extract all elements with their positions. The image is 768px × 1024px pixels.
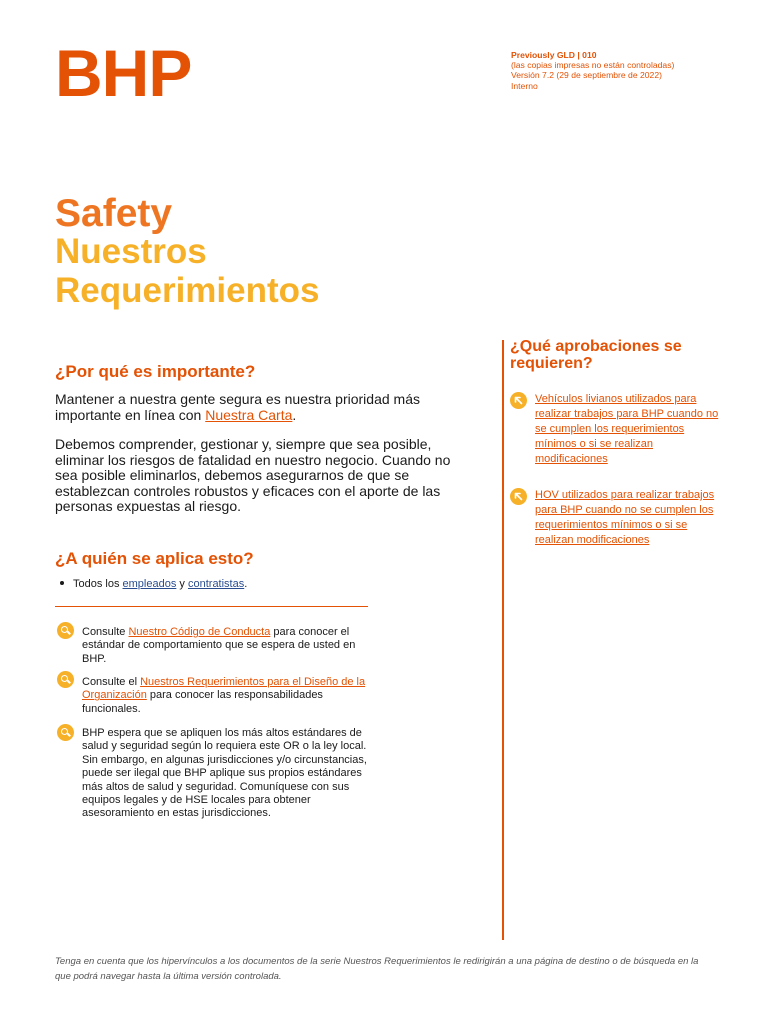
why-paragraph-1 [55, 392, 455, 423]
who-bullet-end: . [244, 578, 248, 590]
codigo-conducta-link[interactable]: Nuestro Código de Conducta [128, 626, 271, 638]
who-bullet-text: Todos los [73, 578, 123, 590]
approval-hov-link[interactable]: HOV utilizados para realizar trabajos para BHP cuando no se cumplen los requerimientos mínimos o si se realizan modificaciones [535, 489, 715, 546]
note-diseno-organizacion [82, 676, 372, 716]
nuestra-carta-link[interactable]: Nuestra Carta [205, 406, 293, 423]
note-2-text: Consulte el [82, 676, 141, 688]
note-codigo-conducta [82, 626, 372, 666]
note-2-rest: para conocer las responsabilidades funcionales. [82, 689, 323, 715]
empleados-link[interactable]: empleados [122, 578, 177, 590]
meta-reference: Previously GLD | 010 [511, 50, 597, 60]
why-p1-end: . [292, 406, 297, 423]
search-icon [57, 622, 74, 639]
arrow-icon [510, 392, 527, 409]
approvals-heading: ¿Qué aprobaciones se requieren? [510, 338, 682, 372]
approval-light-vehicles-link[interactable]: Vehículos livianos utilizados para realizar trabajos para BHP cuando no se cumplen los requerimientos mínimos o si se realizan modificaciones [535, 393, 719, 465]
bhp-logo: BHP [55, 36, 192, 110]
arrow-icon [510, 488, 527, 505]
contratistas-link[interactable]: contratistas [187, 578, 245, 590]
column-divider [502, 340, 504, 940]
search-icon [57, 671, 74, 688]
who-bullet-mid: y [176, 578, 188, 590]
note-1-rest: para conocer el estándar de comportamiento que se espera de usted en BHP. [82, 626, 356, 665]
meta-classification: Interno [511, 80, 538, 91]
title-safety: Safety [55, 192, 173, 235]
section-divider [55, 606, 368, 607]
meta-copies-note: (las copias impresas no están controladas) [511, 60, 675, 71]
title-requerimientos: Requerimientos [55, 271, 320, 310]
who-heading: ¿A quién se aplica esto? [55, 549, 254, 568]
note-legal: BHP espera que se apliquen los más altos estándares de salud y seguridad según lo requiera este OR o la ley local. Sin embargo, en algunas jurisdicciones y/o circunstancias, puede ser ilegal que BHP aplique sus propios estándares más altos de salud y seguridad. Comuníquese con sus equipos legales y de HSE locales para obtener asesoramiento en estas jurisdicciones. [82, 727, 367, 820]
bullet-dot [60, 581, 64, 585]
title-nuestros: Nuestros [55, 232, 207, 271]
footer-note: Tenga en cuenta que los hipervínculos a los documentos de la serie Nuestros Requerimientos le redirigirán a una página de destino o de búsqueda en la que podrá navegar hasta la última versión controlada. [55, 956, 699, 982]
note-1-text: Consulte [82, 626, 129, 638]
search-icon [57, 724, 74, 741]
document-meta [511, 50, 674, 91]
diseno-organizacion-link[interactable]: Nuestros Requerimientos para el Diseño de la Organización [82, 676, 366, 702]
why-p1-text: Mantener a nuestra gente segura es nuestra prioridad más importante en línea con [55, 391, 420, 423]
who-bullet [60, 578, 247, 590]
why-heading: ¿Por qué es importante? [55, 362, 256, 381]
meta-version: Versión 7.2 (29 de septiembre de 2022) [511, 70, 662, 81]
why-paragraph-2: Debemos comprender, gestionar y, siempre que sea posible, eliminar los riesgos de fatalidad en nuestro negocio. Cuando no sea posible eliminarlos, debemos asegurarnos de que se establezcan controles robustos y eficaces con el aporte de las personas expuestas al riesgo. [55, 436, 451, 514]
